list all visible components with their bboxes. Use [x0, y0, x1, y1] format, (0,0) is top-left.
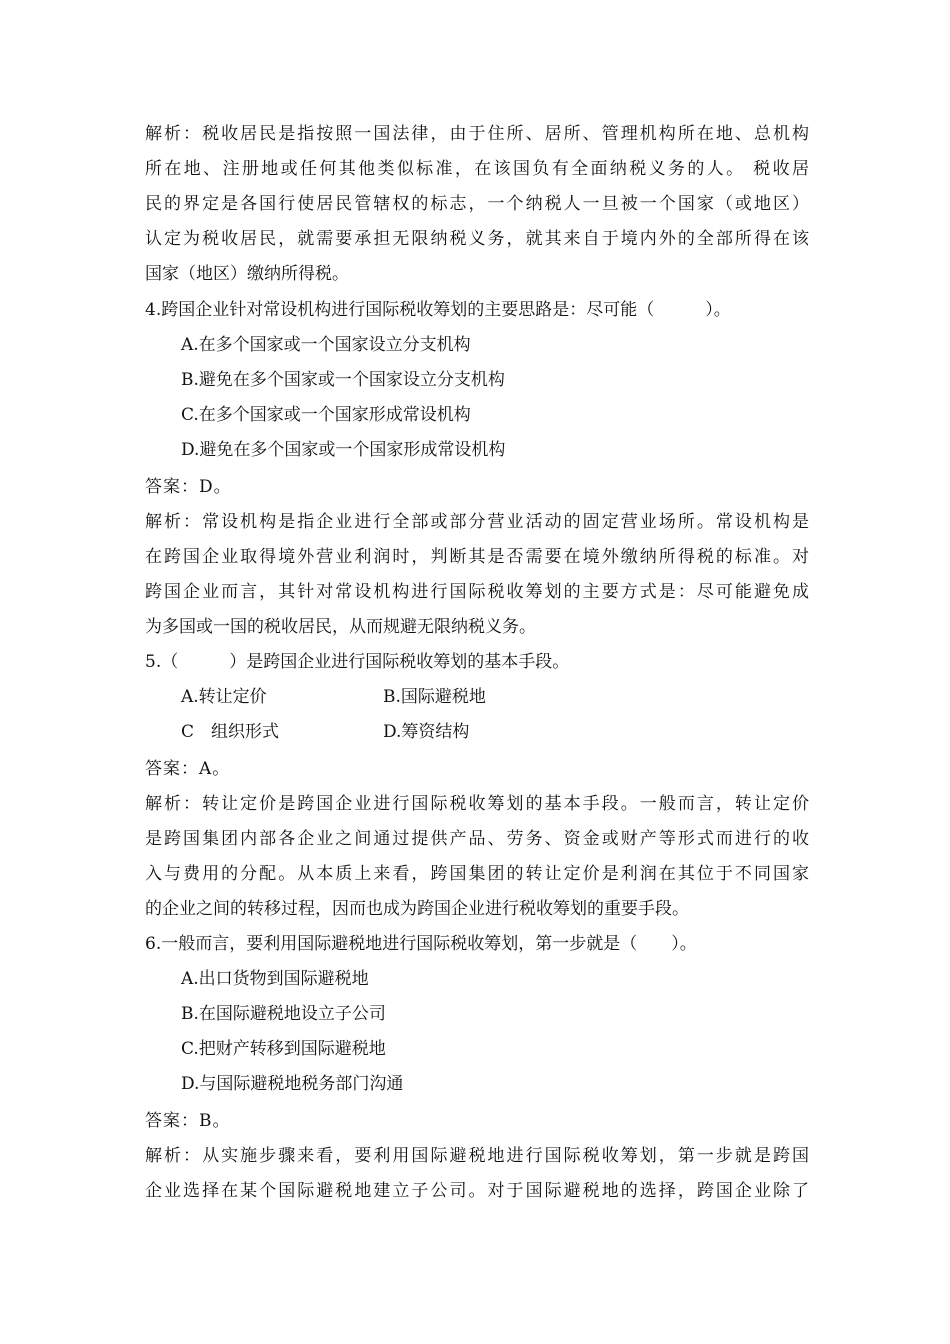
q5-analysis-line: 是跨国集团内部各企业之间通过提供产品、劳务、资金或财产等形式而进行的收: [145, 829, 809, 849]
q4-analysis-line: 跨国企业而言，其针对常设机构进行国际税收筹划的主要方式是：尽可能避免成: [145, 582, 809, 602]
q4-answer: 答案：D。: [145, 477, 232, 497]
q4-stem: 4.跨国企业针对常设机构进行国际税收筹划的主要思路是：尽可能（ ）。: [145, 300, 731, 320]
q5-option-b: B.国际避税地: [383, 687, 486, 707]
q5-option-d: D.筹资结构: [383, 722, 470, 742]
q6-option-c: C.把财产转移到国际避税地: [181, 1039, 386, 1059]
q5-stem: 5.（ ）是跨国企业进行国际税收筹划的基本手段。: [145, 652, 570, 672]
q6-stem: 6.一般而言，要利用国际避税地进行国际税收筹划，第一步就是（ ）。: [145, 934, 697, 954]
q5-analysis-line: 的企业之间的转移过程，因而也成为跨国企业进行税收筹划的重要手段。: [145, 899, 689, 919]
q5-option-c: C 组织形式: [181, 722, 280, 742]
q6-option-a: A.出口货物到国际避税地: [181, 969, 369, 989]
q5-analysis-line: 入与费用的分配。从本质上来看，跨国集团的转让定价是利润在其位于不同国家: [145, 864, 809, 884]
q4-option-b: B.避免在多个国家或一个国家设立分支机构: [181, 370, 505, 390]
q3-analysis-line: 所在地、注册地或任何其他类似标准，在该国负有全面纳税义务的人。 税收居: [145, 159, 809, 179]
q4-analysis-line: 解析：常设机构是指企业进行全部或部分营业活动的固定营业场所。常设机构是: [145, 512, 809, 532]
q3-analysis-line: 国家（地区）缴纳所得税。: [145, 264, 349, 284]
q4-analysis-line: 为多国或一国的税收居民，从而规避无限纳税义务。: [145, 617, 536, 637]
q4-option-d: D.避免在多个国家或一个国家形成常设机构: [181, 440, 506, 460]
q3-analysis-line: 解析：税收居民是指按照一国法律，由于住所、居所、管理机构所在地、总机构: [145, 124, 809, 144]
q3-analysis-line: 认定为税收居民，就需要承担无限纳税义务，就其来自于境内外的全部所得在该: [145, 229, 809, 249]
q6-option-d: D.与国际避税地税务部门沟通: [181, 1074, 404, 1094]
q5-answer: 答案：A。: [145, 759, 231, 779]
q6-analysis-line: 解析：从实施步骤来看，要利用国际避税地进行国际税收筹划，第一步就是跨国: [145, 1146, 809, 1166]
q5-option-a: A.转让定价: [181, 687, 267, 707]
q3-analysis-line: 民的界定是各国行使居民管辖权的标志，一个纳税人一旦被一个国家（或地区）: [145, 194, 809, 214]
q5-analysis-line: 解析：转让定价是跨国企业进行国际税收筹划的基本手段。一般而言，转让定价: [145, 794, 809, 814]
q4-option-c: C.在多个国家或一个国家形成常设机构: [181, 405, 471, 425]
q6-analysis-line: 企业选择在某个国际避税地建立子公司。对于国际避税地的选择，跨国企业除了: [145, 1181, 809, 1201]
q6-option-b: B.在国际避税地设立子公司: [181, 1004, 386, 1024]
q4-analysis-line: 在跨国企业取得境外营业利润时，判断其是否需要在境外缴纳所得税的标准。对: [145, 547, 809, 567]
q4-option-a: A.在多个国家或一个国家设立分支机构: [181, 335, 471, 355]
q6-answer: 答案：B。: [145, 1111, 231, 1131]
